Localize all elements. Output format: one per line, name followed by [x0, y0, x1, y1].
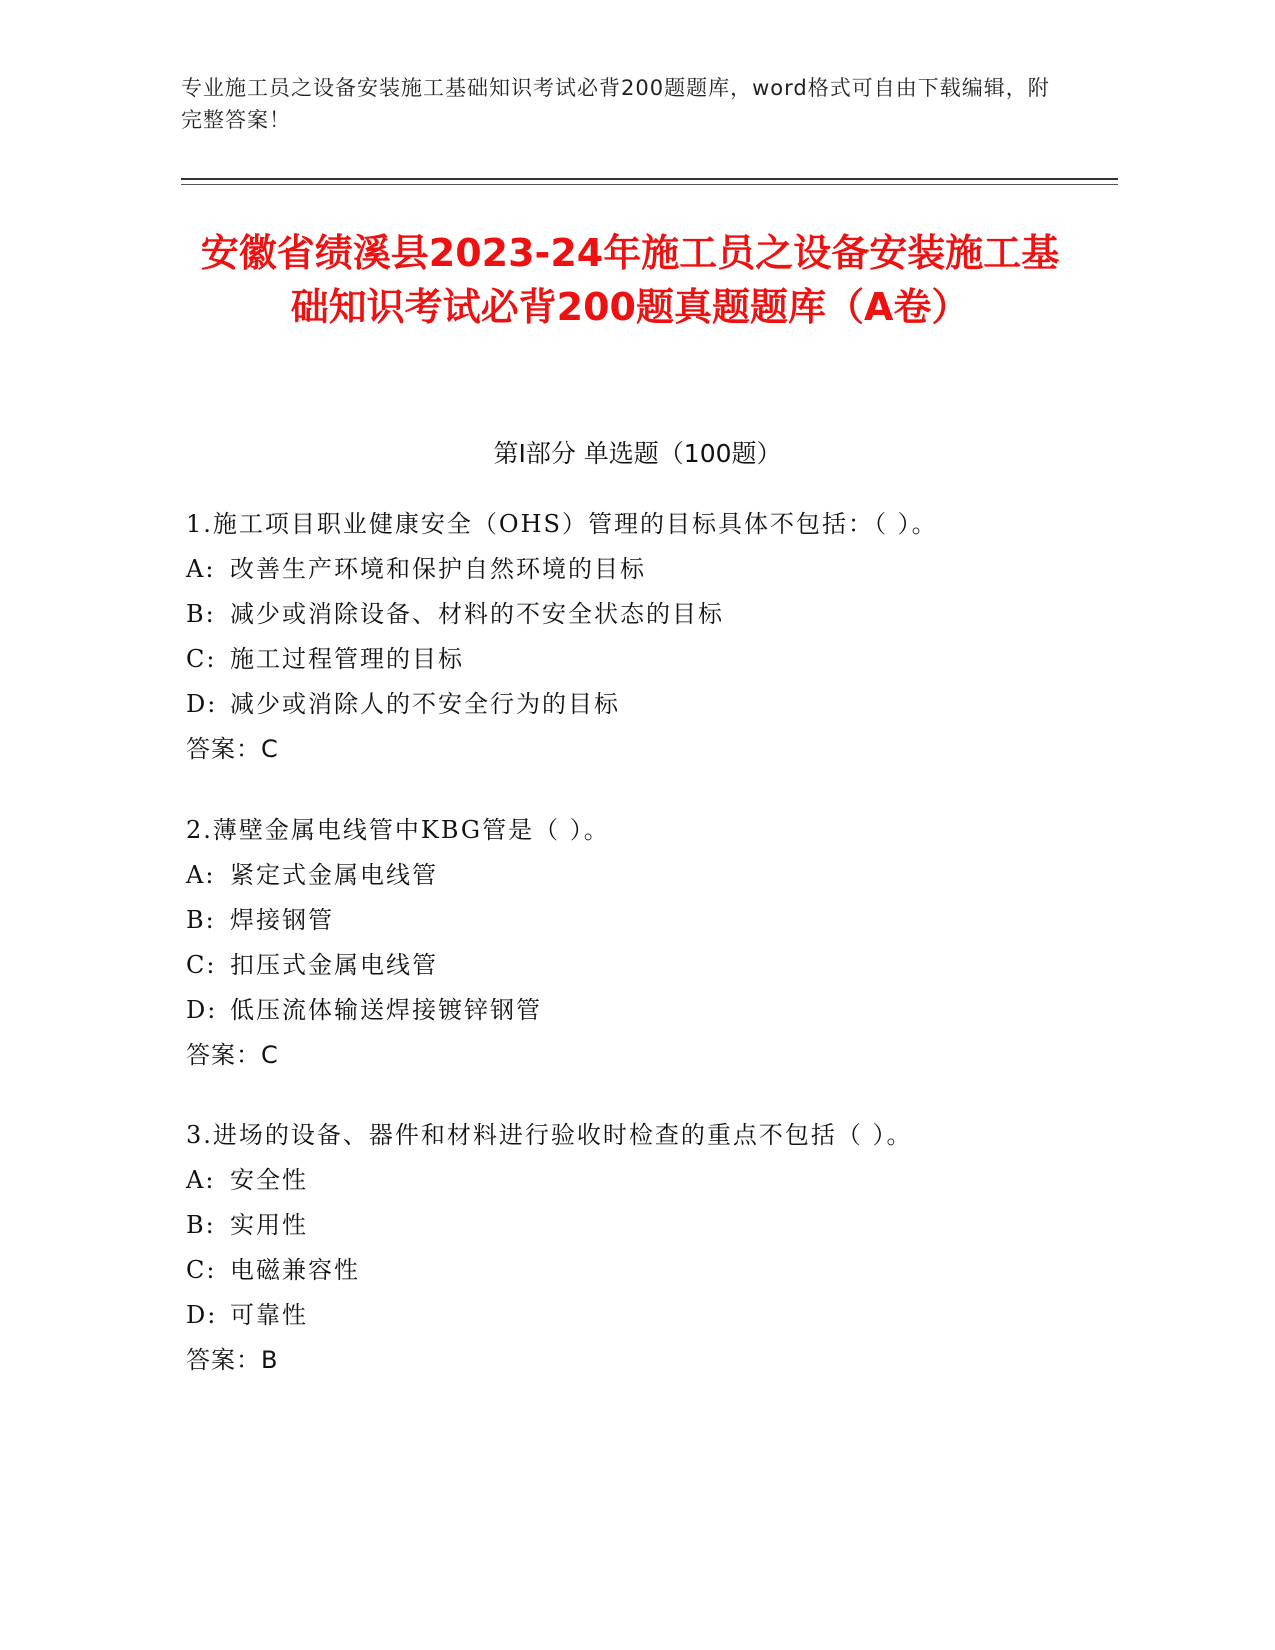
section-title: 第I部分 单选题（100题） — [493, 439, 782, 468]
option-a — [186, 1158, 1086, 1203]
option-text: 安全性 — [230, 1166, 308, 1194]
option-text: 低压流体输送焊接镀锌钢管 — [230, 996, 542, 1024]
option-letter: D: — [186, 690, 218, 718]
answer: 答案：B — [186, 1346, 279, 1374]
option-a — [186, 853, 1086, 898]
option-letter: A: — [186, 861, 216, 889]
option-letter: A: — [186, 555, 216, 583]
option-letter: B: — [186, 1211, 216, 1239]
document-title: 安徽省绩溪县2023-24年施工员之设备安装施工基础知识考试必背200题真题题库（A卷） — [200, 231, 1060, 329]
answer: 答案：C — [186, 1041, 279, 1069]
option-b — [186, 592, 1086, 637]
question-stem: 2.薄壁金属电线管中KBG管是（ ）。 — [186, 816, 610, 844]
header-divider-thick — [181, 178, 1118, 180]
option-letter: B: — [186, 906, 216, 934]
header-note: 专业施工员之设备安装施工基础知识考试必背200题题库，word格式可自由下载编辑，附完整答案！ — [181, 76, 1050, 132]
option-text: 改善生产环境和保护自然环境的目标 — [230, 555, 646, 583]
option-text: 减少或消除人的不安全行为的目标 — [230, 690, 620, 718]
question-3 — [186, 1113, 1086, 1383]
option-c — [186, 1248, 1086, 1293]
option-text: 焊接钢管 — [230, 906, 334, 934]
question-1 — [186, 502, 1086, 772]
option-text: 施工过程管理的目标 — [230, 645, 464, 673]
option-d — [186, 1293, 1086, 1338]
option-letter: D: — [186, 996, 218, 1024]
option-text: 减少或消除设备、材料的不安全状态的目标 — [230, 600, 724, 628]
question-stem: 1.施工项目职业健康安全（OHS）管理的目标具体不包括：（ ）。 — [186, 510, 938, 538]
option-b — [186, 1203, 1086, 1248]
option-b — [186, 898, 1086, 943]
option-d — [186, 682, 1086, 727]
option-letter: A: — [186, 1166, 216, 1194]
option-text: 可靠性 — [230, 1301, 308, 1329]
option-c — [186, 943, 1086, 988]
option-letter: B: — [186, 600, 216, 628]
option-text: 实用性 — [230, 1211, 308, 1239]
answer: 答案：C — [186, 735, 279, 763]
option-text: 电磁兼容性 — [230, 1256, 360, 1284]
option-text: 紧定式金属电线管 — [230, 861, 438, 889]
option-text: 扣压式金属电线管 — [230, 951, 438, 979]
option-letter: C: — [186, 951, 217, 979]
header-divider-thin — [181, 184, 1118, 185]
option-d — [186, 988, 1086, 1033]
option-a — [186, 547, 1086, 592]
question-stem: 3.进场的设备、器件和材料进行验收时检查的重点不包括（ ）。 — [186, 1121, 913, 1149]
option-letter: C: — [186, 645, 217, 673]
option-c — [186, 637, 1086, 682]
option-letter: C: — [186, 1256, 217, 1284]
option-letter: D: — [186, 1301, 218, 1329]
question-2 — [186, 808, 1086, 1078]
